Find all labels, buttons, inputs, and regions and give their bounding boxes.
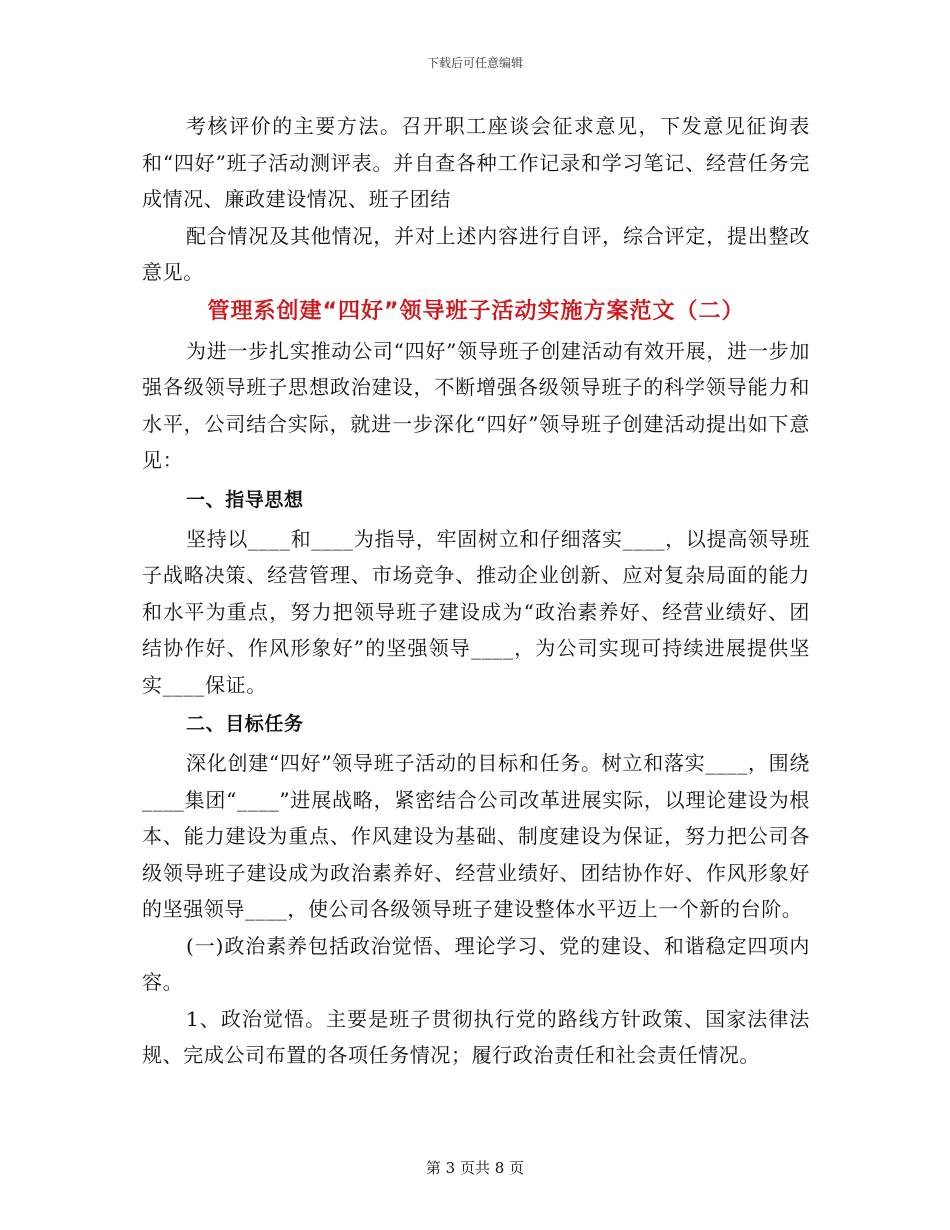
- paragraph-political-quality: (一)政治素养包括政治觉悟、理论学习、党的建设、和谐稳定四项内容。: [142, 933, 810, 994]
- paragraph-assessment-methods: 考核评价的主要方法。召开职工座谈会征求意见，下发意见征询表和“四好”班子活动测评表。并自查各种工作记录和学习笔记、经营任务完成情况、廉政建设情况、班子团结: [142, 114, 810, 211]
- section-heading-guiding-ideology: 一、指导思想: [186, 488, 304, 511]
- section-heading-goals: 二、目标任务: [186, 713, 304, 735]
- document-body: [142, 108, 810, 1074]
- document-title: 管理系创建“四好”领导班子活动实施方案范文（二）: [207, 298, 745, 324]
- paragraph-goals: 深化创建“四好”领导班子活动的目标和任务。树立和落实____，围绕____集团“____”进展战略，紧密结合公司改革进展实际，以理论建设为根本、能力建设为重点、作风建设为基础、制度建设为保证，努力把公司各级领导班子建设成为政治素养好、经营业绩好、团结协作好、作风形象好的坚强领导____，使公司各级领导班子建设整体水平迈上一个新的台阶。: [142, 751, 810, 921]
- paragraph-intro: 为进一步扎实推动公司“四好”领导班子创建活动有效开展，进一步加强各级领导班子思想政治建设，不断增强各级领导班子的科学领导能力和水平，公司结合实际，就进一步深化“四好”领导班子创建活动提出如下意见：: [142, 338, 810, 472]
- paragraph-political-awareness: 1、政治觉悟。主要是班子贯彻执行党的路线方针政策、国家法律法规、完成公司布置的各项任务情况；履行政治责任和社会责任情况。: [142, 1006, 810, 1067]
- paragraph-cooperation: 配合情况及其他情况，并对上述内容进行自评，综合评定，提出整改意见。: [142, 223, 810, 284]
- paragraph-guiding-ideology: 坚持以____和____为指导，牢固树立和仔细落实____，以提高领导班子战略决策、经营管理、市场竞争、推动企业创新、应对复杂局面的能力和水平为重点，努力把领导班子建设成为“政治素养好、经营业绩好、团结协作好、作风形象好”的坚强领导____，为公司实现可持续进展提供坚实____保证。: [142, 526, 810, 697]
- page-number: 第 3 页共 8 页: [425, 1159, 525, 1177]
- page-header-note: 下载后可任意编辑: [426, 56, 523, 70]
